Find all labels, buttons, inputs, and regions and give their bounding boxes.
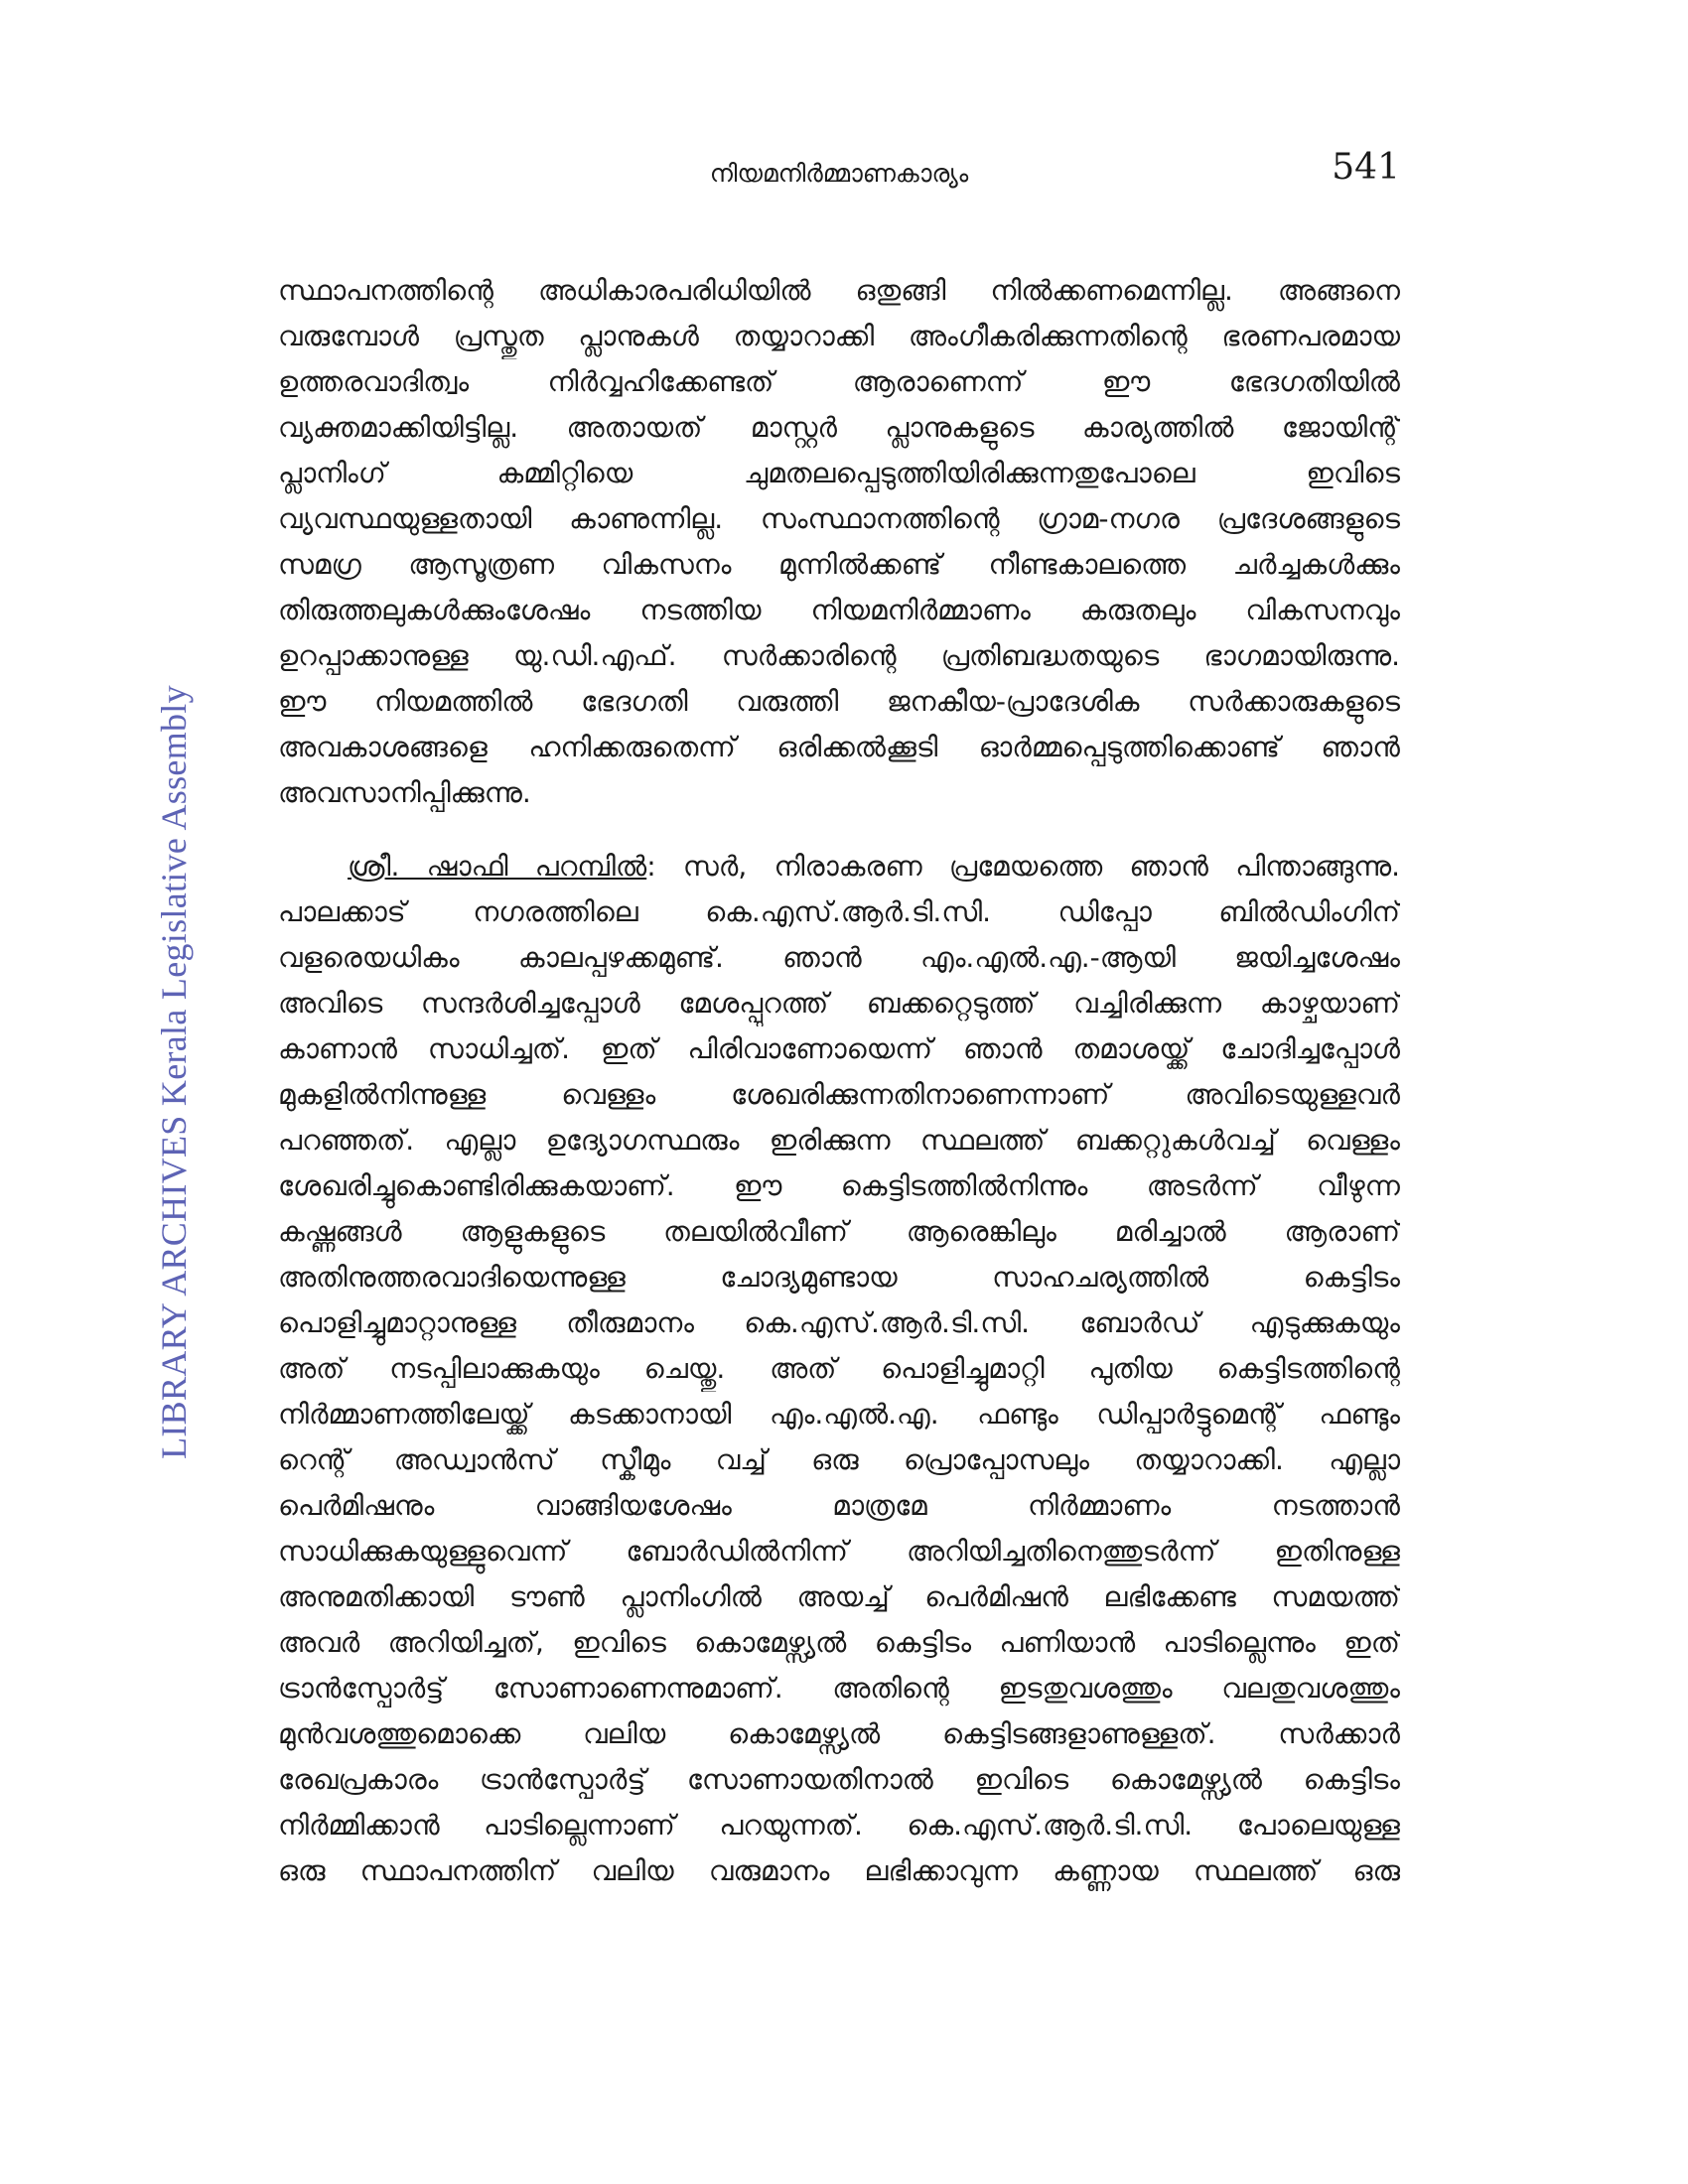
text-line: പൊളിച്ചുമാറ്റാനുള്ള തീരുമാനം കെ.എസ്.ആർ.ടി.സി. ബോർഡ് എടുക്കുകയും (278, 1306, 1400, 1339)
text-line: അവസാനിപ്പിക്കുന്നു. (278, 776, 531, 809)
page-header (278, 147, 1400, 206)
speaker-line (278, 844, 1400, 889)
text-line: വളരെയധികം കാലപ്പഴക്കമുണ്ട്. ഞാൻ എം.എൽ.എ.-ആയി ജയിച്ചശേഷം (278, 941, 1400, 974)
paragraph-1 (278, 268, 1400, 816)
text-line: സാധിക്കുകയുള്ളുവെന്ന് ബോർഡിൽനിന്ന് അറിയിച്ചതിനെത്തുടർന്ന് ഇതിനുള്ള (278, 1535, 1400, 1568)
text-line: അത് നടപ്പിലാക്കുകയും ചെയ്തു. അത് പൊളിച്ചുമാറ്റി പുതിയ കെട്ടിടത്തിന്റെ (278, 1352, 1400, 1385)
page-body (278, 268, 1400, 1894)
text-line: കഷ്ണങ്ങൾ ആളുകളുടെ തലയിൽവീണ് ആരെങ്കിലും മരിച്ചാൽ ആരാണ് (278, 1215, 1400, 1248)
text-line: വ്യക്തമാക്കിയിട്ടില്ല. അതായത് മാസ്റ്റർ പ്ലാനുകളുടെ കാര്യത്തിൽ ജോയിന്റ് (278, 411, 1400, 444)
text-line: കാണാൻ സാധിച്ചത്. ഇത് പിരിവാണോയെന്ന് ഞാൻ തമാശയ്ക്ക് ചോദിച്ചപ്പോൾ (278, 1032, 1400, 1065)
text-line: അതിനുത്തരവാദിയെന്നുള്ള ചോദ്യമുണ്ടായ സാഹചര്യത്തിൽ കെട്ടിടം (278, 1261, 1400, 1294)
text-line: മുകളിൽനിന്നുള്ള വെള്ളം ശേഖരിക്കുന്നതിനാണെന്നാണ് അവിടെയുള്ളവർ (278, 1078, 1400, 1111)
text-line: സ്ഥാപനത്തിന്റെ അധികാരപരിധിയിൽ ഒതുങ്ങി നിൽക്കണമെന്നില്ല. അങ്ങനെ (278, 274, 1400, 307)
text-line: അവിടെ സന്ദർശിച്ചപ്പോൾ മേശപ്പുറത്ത് ബക്കറ്റെടുത്ത് വച്ചിരിക്കുന്ന കാഴ്ചയാണ് (278, 987, 1400, 1020)
text-line: വരുമ്പോൾ പ്രസ്തുത പ്ലാനുകൾ തയ്യാറാക്കി അംഗീകരിക്കുന്നതിന്റെ ഭരണപരമായ (278, 320, 1400, 352)
text-line: നിർമ്മാണത്തിലേയ്ക്ക് കടക്കാനായി എം.എൽ.എ. ഫണ്ടും ഡിപ്പാർട്ടുമെന്റ് ഫണ്ടും (278, 1398, 1400, 1431)
text-line: ഒരു സ്ഥാപനത്തിന് വലിയ വരുമാനം ലഭിക്കാവുന്ന കണ്ണായ സ്ഥലത്ത് ഒരു (278, 1854, 1400, 1887)
watermark: LIBRARY ARCHIVES Kerala Legislative Assembly (154, 685, 194, 1459)
paragraph-2 (278, 844, 1400, 1894)
text-line: പറഞ്ഞത്. എല്ലാ ഉദ്യോഗസ്ഥരും ഇരിക്കുന്ന സ്ഥലത്ത് ബക്കറ്റുകൾവച്ച് വെള്ളം (278, 1124, 1400, 1157)
running-title: നിയമനിർമ്മാണകാര്യം (709, 159, 969, 188)
page-number: 541 (1332, 147, 1400, 188)
text-line: റെന്റ് അഡ്വാൻസ് സ്കീമും വച്ച് ഒരു പ്രൊപ്പോസലും തയ്യാറാക്കി. എല്ലാ (278, 1443, 1400, 1476)
text-line: സമഗ്ര ആസൂത്രണ വികസനം മുന്നിൽക്കണ്ട് നീണ്ടകാലത്തെ ചർച്ചകൾക്കും (278, 548, 1400, 581)
text-line: മുൻവശത്തുമൊക്കെ വലിയ കൊമേഴ്സ്യൽ കെട്ടിടങ്ങളാണുള്ളത്. സർക്കാർ (278, 1717, 1400, 1750)
text-line: നിർമ്മിക്കാൻ പാടില്ലെന്നാണ് പറയുന്നത്. കെ.എസ്.ആർ.ടി.സി. പോലെയുള്ള (278, 1809, 1400, 1842)
text-line: പെർമിഷനും വാങ്ങിയശേഷം മാത്രമേ നിർമ്മാണം നടത്താൻ (278, 1489, 1400, 1522)
text-line: ഉത്തരവാദിത്വം നിർവ്വഹിക്കേണ്ടത് ആരാണെന്ന് ഈ ഭേദഗതിയിൽ (278, 365, 1400, 398)
text-line: പ്ലാനിംഗ് കമ്മിറ്റിയെ ചുമതലപ്പെടുത്തിയിരിക്കുന്നതുപോലെ ഇവിടെ (278, 457, 1400, 489)
speaker-line-text: : സർ, നിരാകരണ പ്രമേയത്തെ ഞാൻ പിന്താങ്ങുന്നു. (646, 850, 1400, 883)
text-line: അവകാശങ്ങളെ ഹനിക്കരുതെന്ന് ഒരിക്കൽക്കൂടി ഓർമ്മപ്പെടുത്തിക്കൊണ്ട് ഞാൻ (278, 731, 1400, 763)
text-line: രേഖപ്രകാരം ട്രാൻസ്പോർട്ട് സോണായതിനാൽ ഇവിടെ കൊമേഴ്സ്യൽ കെട്ടിടം (278, 1763, 1400, 1796)
text-line: ട്രാൻസ്പോർട്ട് സോണാണെന്നുമാണ്. അതിന്റെ ഇടതുവശത്തും വലതുവശത്തും (278, 1672, 1400, 1705)
text-line: അനുമതിക്കായി ടൗൺ പ്ലാനിംഗിൽ അയച്ച് പെർമിഷൻ ലഭിക്കേണ്ട സമയത്ത് (278, 1580, 1400, 1613)
text-line: ശേഖരിച്ചുകൊണ്ടിരിക്കുകയാണ്. ഈ കെട്ടിടത്തിൽനിന്നും അടർന്ന് വീഴുന്ന (278, 1169, 1400, 1202)
text-line: ഈ നിയമത്തിൽ ഭേദഗതി വരുത്തി ജനകീയ-പ്രാദേശിക സർക്കാരുകളുടെ (278, 685, 1400, 718)
text-line: അവർ അറിയിച്ചത്, ഇവിടെ കൊമേഴ്സ്യൽ കെട്ടിടം പണിയാൻ പാടില്ലെന്നും ഇത് (278, 1626, 1400, 1659)
text-line: പാലക്കാട് നഗരത്തിലെ കെ.എസ്.ആർ.ടി.സി. ഡിപ്പോ ബിൽഡിംഗിന് (278, 895, 1400, 928)
text-line: വ്യവസ്ഥയുള്ളതായി കാണുന്നില്ല. സംസ്ഥാനത്തിന്റെ ഗ്രാമ-നഗര പ്രദേശങ്ങളുടെ (278, 502, 1400, 535)
speaker-name: ശ്രീ. ഷാഫി പറമ്പിൽ (348, 850, 647, 883)
text-line: ഉറപ്പാക്കാനുള്ള യു.ഡി.എഫ്. സർക്കാരിന്റെ പ്രതിബദ്ധതയുടെ ഭാഗമായിരുന്നു. (278, 639, 1400, 672)
text-line: തിരുത്തലുകൾക്കുംശേഷം നടത്തിയ നിയമനിർമ്മാണം കരുതലും വികസനവും (278, 594, 1400, 626)
